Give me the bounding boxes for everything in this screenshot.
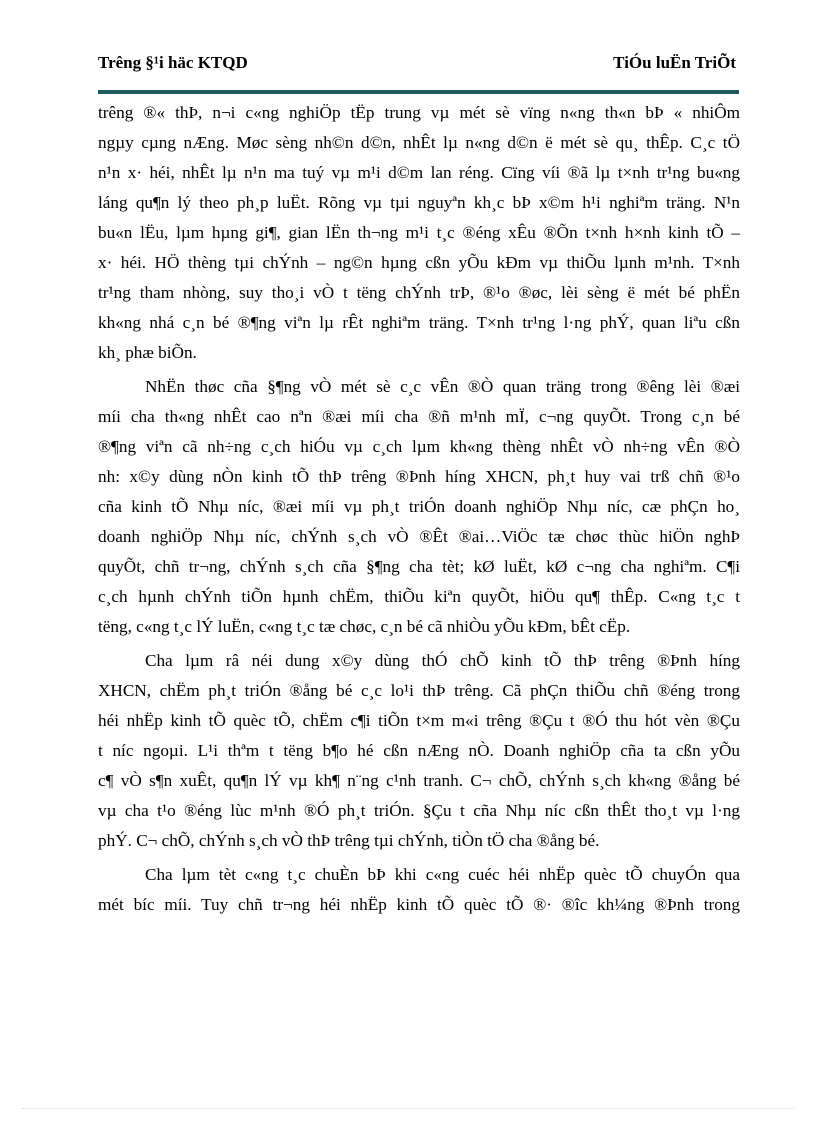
- text-line: nh: x©y dùng nÒn kinh tÕ thÞ trêng ®Þnh híng XHCN, ph¸t huy vai trß chñ ®¹o: [98, 467, 740, 486]
- text-line: kh¸ phæ biÕn.: [98, 343, 197, 362]
- text-line: Cha lµm râ néi dung x©y dùng thÓ chÕ kinh tÕ thÞ trêng ®Þnh híng: [145, 651, 740, 670]
- text-line: ®¶ng viªn cã nh÷ng c¸ch hiÓu vµ c¸ch lµm kh«ng thèng nhÊt vÒ nh÷ng vÊn ®Ò: [98, 437, 740, 456]
- text-line: n¹n x· héi, nhÊt lµ n¹n ma tuý vµ m¹i d©m lan réng. Cïng víi ®ã lµ t×nh tr¹ng bu«ng: [98, 163, 740, 182]
- paragraph: [98, 372, 740, 642]
- text-line: láng qu¶n lý theo ph¸p luËt. Rõng vµ tµi nguyªn kh¸c bÞ x©m h¹i nghiªm träng. N¹n: [98, 193, 740, 212]
- header-university: Trêng §¹i häc KTQD: [98, 53, 248, 72]
- paragraph: [98, 98, 740, 368]
- text-line: t níc ngoµi. L¹i thªm t tëng b¶o hé cßn nÆng nÒ. Doanh nghiÖp cña ta cßn yÕu: [98, 741, 740, 760]
- text-line: kh«ng nhá c¸n bé ®¶ng viªn lµ rÊt nghiªm träng. T×nh tr¹ng l·ng phÝ, quan liªu cßn: [98, 313, 740, 332]
- text-line: cña kinh tÕ Nhµ níc, ®æi míi vµ ph¸t triÓn doanh nghiÖp Nhµ níc, cæ phÇn ho¸: [98, 497, 740, 516]
- text-line: NhËn thøc cña §¶ng vÒ mét sè c¸c vÊn ®Ò quan träng trong ®êng lèi ®æi: [145, 377, 740, 396]
- text-line: x· héi. HÖ thèng tµi chÝnh – ng©n hµng cßn yÕu kÐm vµ thiÕu lµnh m¹nh. T×nh: [98, 253, 740, 272]
- page-header: [98, 53, 736, 77]
- text-line: mét bíc míi. Tuy chñ tr¬ng héi nhËp kinh tÕ quèc tÕ ®· ®îc kh¼ng ®Þnh trong: [98, 895, 740, 914]
- paragraph: [98, 646, 740, 856]
- text-line: c¸ch hµnh chÝnh tiÕn hµnh chËm, thiÕu kiªn quyÕt, hiÖu qu¶ thÊp. C«ng t¸c t: [98, 587, 740, 606]
- text-line: ngµy cµng nÆng. Møc sèng nh©n d©n, nhÊt lµ n«ng d©n ë mét sè qu¸ thÊp. C¸c tÖ: [98, 133, 740, 152]
- text-line: phÝ. C¬ chÕ, chÝnh s¸ch vÒ thÞ trêng tµi chÝnh, tiÒn tÖ cha ®ång bé.: [98, 831, 600, 850]
- text-line: trêng ®« thÞ, n¬i c«ng nghiÖp tËp trung vµ mét sè vïng n«ng th«n bÞ « nhiÔm: [98, 103, 740, 122]
- text-line: c¶ vÒ s¶n xuÊt, qu¶n lÝ vµ kh¶ n¨ng c¹nh tranh. C¬ chÕ, chÝnh s¸ch kh«ng ®ång bé: [98, 771, 740, 790]
- text-line: vµ cha t¹o ®éng lùc m¹nh ®Ó ph¸t triÓn. §Çu t cña Nhµ níc cßn thÊt tho¸t vµ l·ng: [98, 801, 740, 820]
- text-line: héi nhËp kinh tÕ quèc tÕ, chËm c¶i tiÕn t×m m«i trêng ®Çu t ®Ó thu hót vèn ®Çu: [98, 711, 740, 730]
- text-line: XHCN, chËm ph¸t triÓn ®ång bé c¸c lo¹i thÞ trêng. Cã phÇn thiÕu chñ ®éng trong: [98, 681, 740, 700]
- paragraph: [98, 860, 740, 920]
- text-line: tëng, c«ng t¸c lÝ luËn, c«ng t¸c tæ chøc, c¸n bé cã nhiÒu yÕu kÐm, bÊt cËp.: [98, 617, 631, 636]
- text-line: tr¹ng tham nhòng, suy tho¸i vÒ t tëng chÝnh trÞ, ®¹o ®øc, lèi sèng ë mét bé phËn: [98, 283, 740, 302]
- document-body: [98, 98, 740, 920]
- text-line: míi cha th«ng nhÊt cao nªn ®æi míi cha ®ñ m¹nh mÏ, c¬ng quyÕt. Trong c¸n bé: [98, 407, 740, 426]
- text-line: quyÕt, chñ tr¬ng, chÝnh s¸ch cña §¶ng cha tèt; kØ luËt, kØ c¬ng cha nghiªm. C¶i: [98, 557, 740, 576]
- page-bottom-divider: [22, 1108, 794, 1109]
- text-line: doanh nghiÖp Nhµ níc, chÝnh s¸ch vÒ ®Êt ®ai…ViÖc tæ chøc thùc hiÖn nghÞ: [98, 527, 740, 546]
- header-document-type: TiÓu luËn TriÕt: [613, 53, 736, 72]
- text-line: bu«n lËu, lµm hµng gi¶, gian lËn th¬ng m¹i t¸c ®éng xÊu ®Õn t×nh h×nh kinh tÕ –: [98, 223, 740, 242]
- text-line: Cha lµm tèt c«ng t¸c chuÈn bÞ khi c«ng cuéc héi nhËp quèc tÕ chuyÓn qua: [145, 865, 740, 884]
- header-divider: [98, 90, 739, 94]
